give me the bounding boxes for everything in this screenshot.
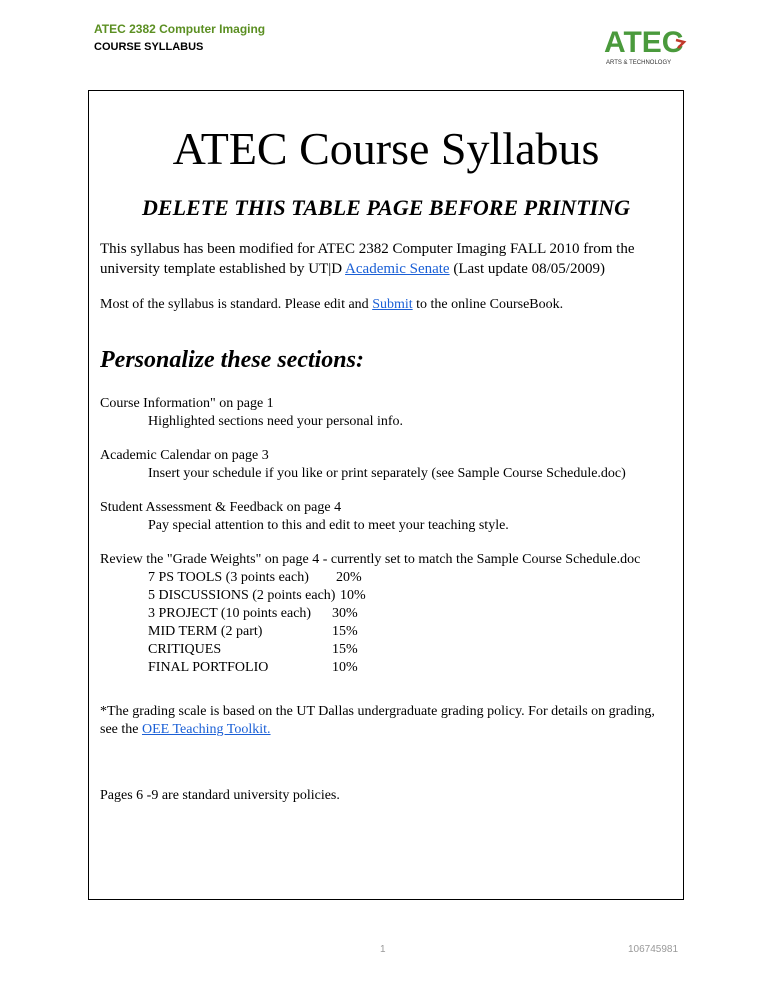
intro-paragraph: This syllabus has been modified for ATEC 2382 Computer Imaging FALL 2010 from the university template established by UT|D Academic Senate (Last update 08/05/2009)	[100, 241, 635, 277]
document-header	[94, 20, 265, 56]
section-academic-calendar: Academic Calendar on page 3 Insert your schedule if you like or print separately (see Sample Course Schedule.doc)	[100, 448, 626, 481]
delete-note: DELETE THIS TABLE PAGE BEFORE PRINTING	[142, 195, 630, 220]
grade-row: FINAL PORTFOLIO 10%	[148, 660, 358, 675]
grade-weights-intro: Review the "Grade Weights" on page 4 - currently set to match the Sample Course Schedule.doc	[100, 552, 641, 567]
document-id: 106745981	[628, 944, 679, 955]
syllabus-frame	[88, 90, 684, 900]
submit-link[interactable]: Submit	[372, 297, 413, 312]
header-subtitle: COURSE SYLLABUS	[94, 41, 204, 53]
academic-senate-link[interactable]: Academic Senate	[345, 261, 450, 277]
section-course-info: Course Information" on page 1 Highlighted sections need your personal info.	[100, 396, 404, 429]
atec-logo	[604, 24, 688, 68]
logo-text: ATEC	[604, 26, 684, 59]
grade-row: CRITIQUES 15%	[148, 642, 358, 657]
personalize-heading: Personalize these sections:	[100, 347, 364, 373]
grade-row: 5 DISCUSSIONS (2 points each) 10%	[148, 588, 366, 603]
grading-note: *The grading scale is based on the UT Dallas undergraduate grading policy. For details on grading, see the OEE Teaching Toolkit.	[100, 704, 655, 737]
grade-row: 7 PS TOOLS (3 points each) 20%	[148, 570, 362, 585]
page-number: 1	[380, 944, 386, 955]
oee-toolkit-link[interactable]: OEE Teaching Toolkit.	[141, 722, 271, 737]
header-course-title: ATEC 2382 Computer Imaging	[94, 22, 266, 36]
page-title: ATEC Course Syllabus	[172, 123, 600, 174]
policies-note: Pages 6 -9 are standard university policies.	[100, 788, 340, 803]
section-student-assessment: Student Assessment & Feedback on page 4 Pay special attention to this and edit to meet your teaching style.	[100, 500, 509, 533]
grade-row: MID TERM (2 part) 15%	[148, 624, 358, 639]
grade-row: 3 PROJECT (10 points each) 30%	[148, 606, 358, 621]
grade-weights-block	[100, 551, 675, 677]
edit-note-paragraph: Most of the syllabus is standard. Please edit and Submit to the online CourseBook.	[100, 297, 564, 312]
logo-tagline: ARTS & TECHNOLOGY	[606, 60, 672, 66]
